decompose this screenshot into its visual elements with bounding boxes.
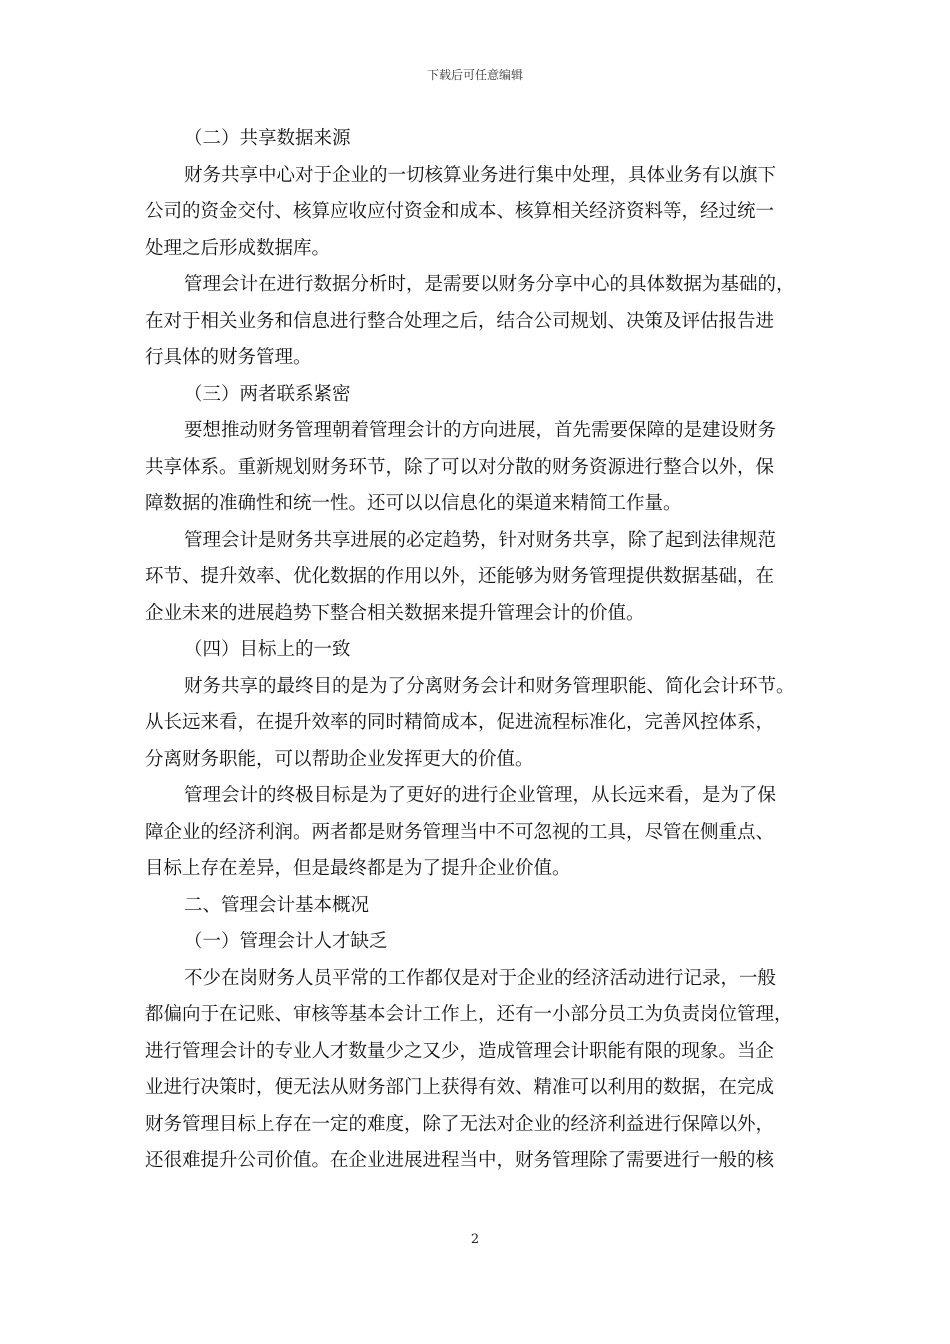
paragraph-line: 目标上存在差异，但是最终都是为了提升企业价值。 — [145, 858, 571, 879]
paragraph-line: 行具体的财务管理。 — [145, 347, 312, 368]
page-header-note: 下载后可任意编辑 — [426, 68, 523, 82]
paragraph-line: 还很难提升公司价值。在企业进展进程当中，财务管理除了需要进行一般的核 — [145, 1150, 775, 1171]
section-heading-1: （一）管理会计人才缺乏 — [184, 931, 388, 952]
paragraph-line: 障企业的经济利润。两者都是财务管理当中不可忽视的工具，尽管在侧重点、 — [145, 821, 775, 843]
chapter-heading-2: 二、管理会计基本概况 — [184, 894, 370, 916]
paragraph-line: 企业未来的进展趋势下整合相关数据来提升管理会计的价值。 — [145, 602, 645, 624]
paragraph-line: 业进行决策时，便无法从财务部门上获得有效、精准可以利用的数据，在完成 — [145, 1077, 775, 1098]
paragraph-line: 财务共享的最终目的是为了分离财务会计和财务管理职能、简化会计环节。 — [184, 675, 795, 697]
paragraph-line: 管理会计是财务共享进展的必定趋势，针对财务共享，除了起到法律规范 — [184, 529, 777, 551]
paragraph-line: 从长远来看，在提升效率的同时精简成本，促进流程标准化，完善风控体系， — [145, 712, 775, 733]
body-text — [145, 121, 825, 1180]
paragraph-line: 共享体系。重新规划财务环节，除了可以对分散的财务资源进行整合以外，保 — [145, 456, 775, 478]
section-heading-2: （二）共享数据来源 — [184, 128, 351, 149]
paragraph-line: 处理之后形成数据库。 — [145, 237, 331, 259]
section-heading-4: （四）目标上的一致 — [184, 639, 351, 660]
page-number: 2 — [470, 1232, 480, 1247]
paragraph-line: 要想推动财务管理朝着管理会计的方向进展，首先需要保障的是建设财务 — [184, 420, 777, 441]
paragraph-line: 管理会计的终极目标是为了更好的进行企业管理，从长远来看，是为了保 — [184, 785, 777, 806]
paragraph-line: 分离财务职能，可以帮助企业发挥更大的价值。 — [145, 748, 534, 770]
paragraph-line: 在对于相关业务和信息进行整合处理之后，结合公司规划、决策及评估报告进 — [145, 310, 775, 332]
paragraph-line: 环节、提升效率、优化数据的作用以外，还能够为财务管理提供数据基础，在 — [145, 566, 775, 587]
paragraph-line: 障数据的准确性和统一性。还可以以信息化的渠道来精简工作量。 — [145, 493, 682, 514]
paragraph-line: 都偏向于在记账、审核等基本会计工作上，还有一小部分员工为负责岗位管理， — [145, 1004, 793, 1025]
paragraph-line: 公司的资金交付、核算应收应付资金和成本、核算相关经济资料等，经过统一 — [145, 201, 775, 222]
paragraph-line: 管理会计在进行数据分析时，是需要以财务分享中心的具体数据为基础的， — [184, 274, 795, 295]
section-heading-3: （三）两者联系紧密 — [184, 383, 351, 405]
paragraph-line: 不少在岗财务人员平常的工作都仅是对于企业的经济活动进行记录，一般 — [184, 967, 777, 989]
paragraph-line: 财务管理目标上存在一定的难度，除了无法对企业的经济利益进行保障以外， — [145, 1113, 775, 1135]
paragraph-line: 财务共享中心对于企业的一切核算业务进行集中处理，具体业务有以旗下 — [184, 164, 777, 186]
paragraph-line: 进行管理会计的专业人才数量少之又少，造成管理会计职能有限的现象。当企 — [145, 1040, 775, 1062]
